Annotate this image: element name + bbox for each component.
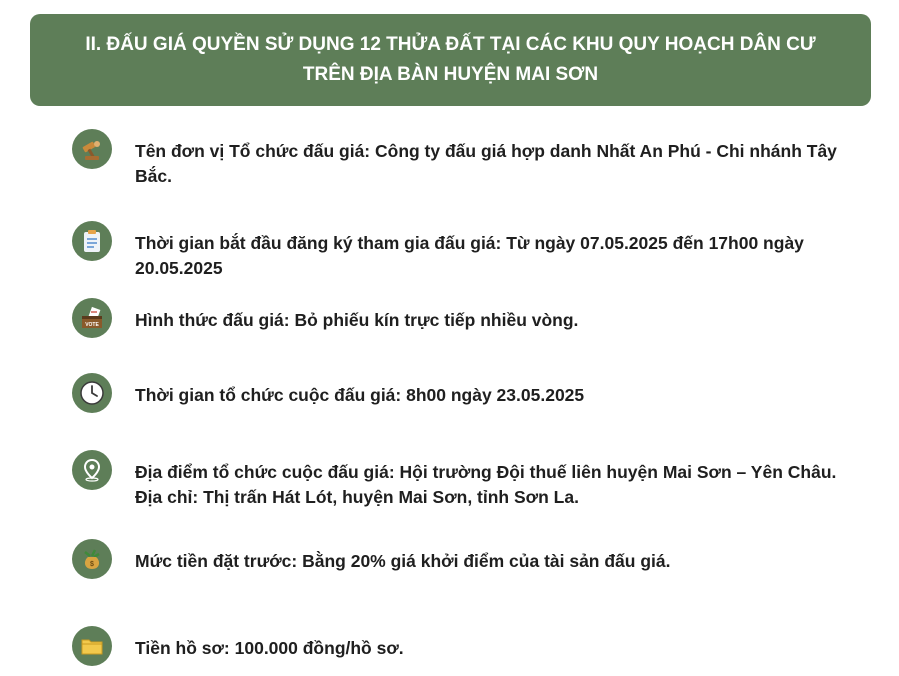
info-item-registration	[72, 221, 872, 281]
vote-label: VOTE	[85, 322, 99, 328]
money-bag-icon	[72, 539, 112, 579]
clock-icon	[72, 373, 112, 413]
info-item-auction-form	[72, 298, 872, 338]
info-item-text: Tên đơn vị Tổ chức đấu giá: Công ty đấu giá hợp danh Nhất An Phú - Chi nhánh Tây Bắc.	[135, 141, 837, 186]
info-item-location	[72, 450, 872, 510]
folder-icon	[72, 626, 112, 666]
info-item-organizer	[72, 129, 872, 189]
info-item-text: Mức tiền đặt trước: Bằng 20% giá khởi điểm của tài sản đấu giá.	[135, 551, 671, 571]
section-header	[30, 14, 871, 106]
section-title	[85, 30, 815, 90]
info-item-text: Thời gian bắt đầu đăng ký tham gia đấu giá: Từ ngày 07.05.2025 đến 17h00 ngày 20.05.2025	[135, 233, 804, 278]
info-item-auction-time	[72, 373, 872, 413]
info-item-deposit	[72, 539, 872, 579]
section-title-line-1: II. ĐẤU GIÁ QUYỀN SỬ DỤNG 12 THỬA ĐẤT TẠI CÁC KHU QUY HOẠCH DÂN CƯ	[85, 34, 816, 55]
vote-box-icon	[72, 298, 112, 338]
info-item-text: Tiền hồ sơ: 100.000 đồng/hồ sơ.	[135, 638, 404, 658]
info-item-file-fee	[72, 626, 872, 666]
info-item-text: Địa điểm tổ chức cuộc đấu giá: Hội trường Đội thuế liên huyện Mai Sơn – Yên Châu. Địa chỉ: Thị trấn Hát Lót, huyện Mai Sơn, tỉnh Sơn La.	[135, 462, 837, 507]
info-item-text: Hình thức đấu giá: Bỏ phiếu kín trực tiếp nhiều vòng.	[135, 310, 579, 330]
info-item-text: Thời gian tổ chức cuộc đấu giá: 8h00 ngày 23.05.2025	[135, 385, 585, 405]
auction-gavel-icon	[72, 129, 112, 169]
svg-text:$: $	[90, 561, 94, 568]
clipboard-icon	[72, 221, 112, 261]
location-pin-icon	[72, 450, 112, 490]
section-title-line-2: TRÊN ĐỊA BÀN HUYỆN MAI SƠN	[302, 64, 599, 85]
